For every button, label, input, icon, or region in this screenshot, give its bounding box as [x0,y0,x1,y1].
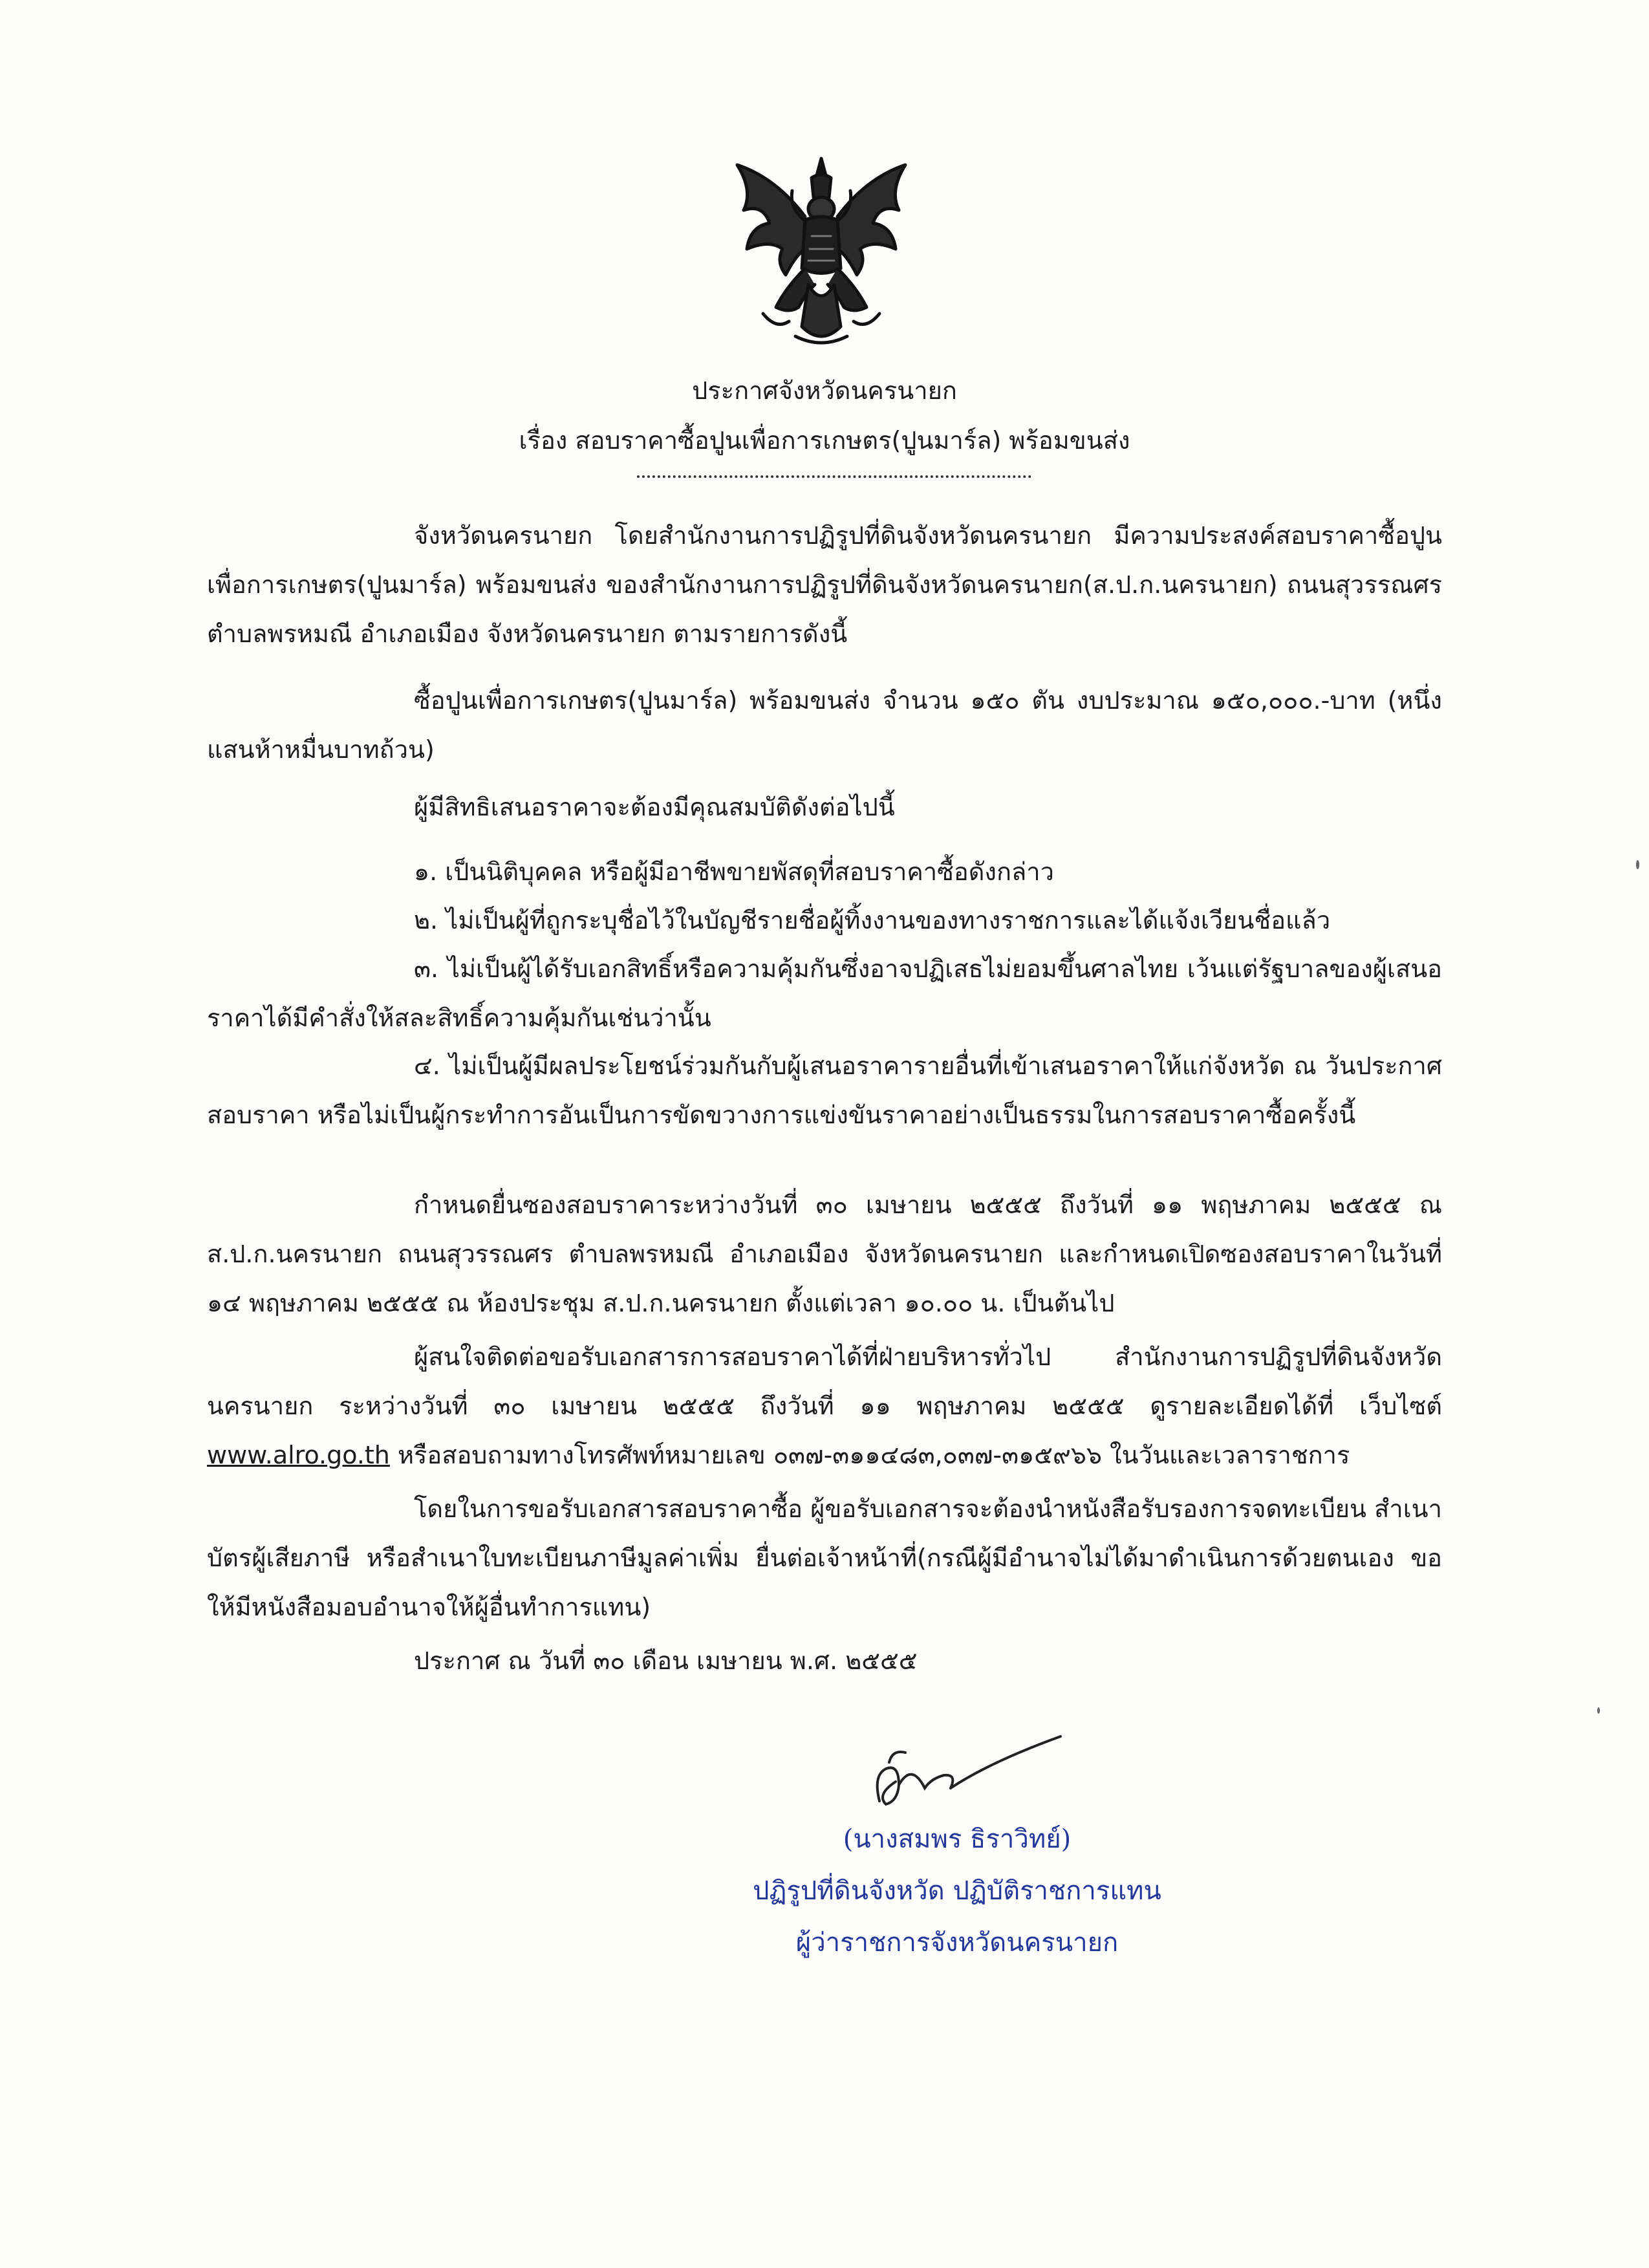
signatory-name: (นางสมพร ธิราวิทย์) [843,1824,1072,1854]
purchase-paragraph: ซื้อปูนเพื่อการเกษตร(ปูนมาร์ล) พร้อมขนส่ง จำนวน ๑๕๐ ตัน งบประมาณ ๑๕๐,๐๐๐.-บาท (หนึ่งแสนห้าหมื่นบาทถ้วน) [207,686,1442,764]
qualification-item: ๓. ไม่เป็นผู้ได้รับเอกสิทธิ์หรือความคุ้มกันซึ่งอาจปฏิเสธไม่ยอมขึ้นศาลไทย เว้นแต่รัฐบาลของผู้เสนอราคาได้มีคำสั่งให้สละสิทธิ์ความคุ้มกันเช่นว่านั้น [207,955,1442,1032]
announce-date: ประกาศ ณ วันที่ ๓๐ เดือน เมษายน พ.ศ. ๒๕๕๕ [414,1647,918,1675]
garuda-emblem-icon [724,152,918,352]
document-title: ประกาศจังหวัดนครนายก [692,376,957,405]
dotted-separator [637,475,1031,478]
scan-artifact [1636,860,1639,869]
qualification-item: ๔. ไม่เป็นผู้มีผลประโยชน์ร่วมกันกับผู้เสนอราคารายอื่นที่เข้าเสนอราคาให้แก่จังหวัด ณ วันประกาศสอบราคา หรือไม่เป็นผู้กระทำการอันเป็นการขัดขวางการแข่งขันราคาอย่างเป็นธรรมในการสอบราคาซื้อครั้งนี้ [207,1052,1442,1129]
qualifications-heading: ผู้มีสิทธิเสนอราคาจะต้องมีคุณสมบัติดังต่อไปนี้ [414,793,895,821]
contact-suffix: หรือสอบถามทางโทรศัพท์หมายเลข ๐๓๗-๓๑๑๔๘๓,๐๓๗-๓๑๕๙๖๖ ในวันและเวลาราชการ [389,1441,1350,1469]
qualification-item: ๒. ไม่เป็นผู้ที่ถูกระบุชื่อไว้ในบัญชีรายชื่อผู้ทิ้งงานของทางราชการและได้แจ้งเวียนชื่อแล้ว [414,906,1331,934]
signatory-position: ปฏิรูปที่ดินจังหวัด ปฏิบัติราชการแทน [753,1876,1161,1906]
signatory-authority: ผู้ว่าราชการจังหวัดนครนายก [795,1928,1119,1958]
signature-image [860,1723,1073,1820]
intro-paragraph: จังหวัดนครนายก โดยสำนักงานการปฏิรูปที่ดินจังหวัดนครนายก มีความประสงค์สอบราคาซื้อปูนเพื่อการเกษตร(ปูนมาร์ล) พร้อมขนส่ง ของสำนักงานการปฏิรูปที่ดินจังหวัดนครนายก(ส.ป.ก.นครนายก) ถนนสุวรรณศร ตำบลพรหมณี อำเภอเมือง จังหวัดนครนายก ตามรายการดังนี้ [207,521,1442,648]
documents-paragraph: โดยในการขอรับเอกสารสอบราคาซื้อ ผู้ขอรับเอกสารจะต้องนำหนังสือรับรองการจดทะเบียน สำเนาบัตรผู้เสียภาษี หรือสำเนาใบทะเบียนภาษีมูลค่าเพิ่ม ยื่นต่อเจ้าหน้าที่(กรณีผู้มีอำนาจไม่ได้มาดำเนินการด้วยตนเอง ขอให้มีหนังสือมอบอำนาจให้ผู้อื่นทำการแทน) [207,1495,1442,1621]
contact-prefix: ผู้สนใจติดต่อขอรับเอกสารการสอบราคาได้ที่ฝ่ายบริหารทั่วไป สำนักงานการปฏิรูปที่ดินจังหวัดนครนายก ระหว่างวันที่ ๓๐ เมษายน ๒๕๕๕ ถึงวันที่ ๑๑ พฤษภาคม ๒๕๕๕ ดูรายละเอียดได้ที่ เว็บไซต์ [207,1343,1442,1420]
schedule-paragraph: กำหนดยื่นซองสอบราคาระหว่างวันที่ ๓๐ เมษายน ๒๕๕๕ ถึงวันที่ ๑๑ พฤษภาคม ๒๕๕๕ ณ ส.ป.ก.นครนายก ถนนสุวรรณศร ตำบลพรหมณี อำเภอเมือง จังหวัดนครนายก และกำหนดเปิดซองสอบราคาในวันที่ ๑๔ พฤษภาคม ๒๕๕๕ ณ ห้องประชุม ส.ป.ก.นครนายก ตั้งแต่เวลา ๑๐.๐๐ น. เป็นต้นไป [207,1191,1442,1317]
scan-artifact [1597,1707,1600,1714]
website-link[interactable]: www.alro.go.th [207,1441,390,1469]
qualification-item: ๑. เป็นนิติบุคคล หรือผู้มีอาชีพขายพัสดุที่สอบราคาซื้อดังกล่าว [414,858,1054,886]
document-subject: เรื่อง สอบราคาซื้อปูนเพื่อการเกษตร(ปูนมาร์ล) พร้อมขนส่ง [519,426,1130,455]
contact-paragraph [207,1332,1442,1480]
